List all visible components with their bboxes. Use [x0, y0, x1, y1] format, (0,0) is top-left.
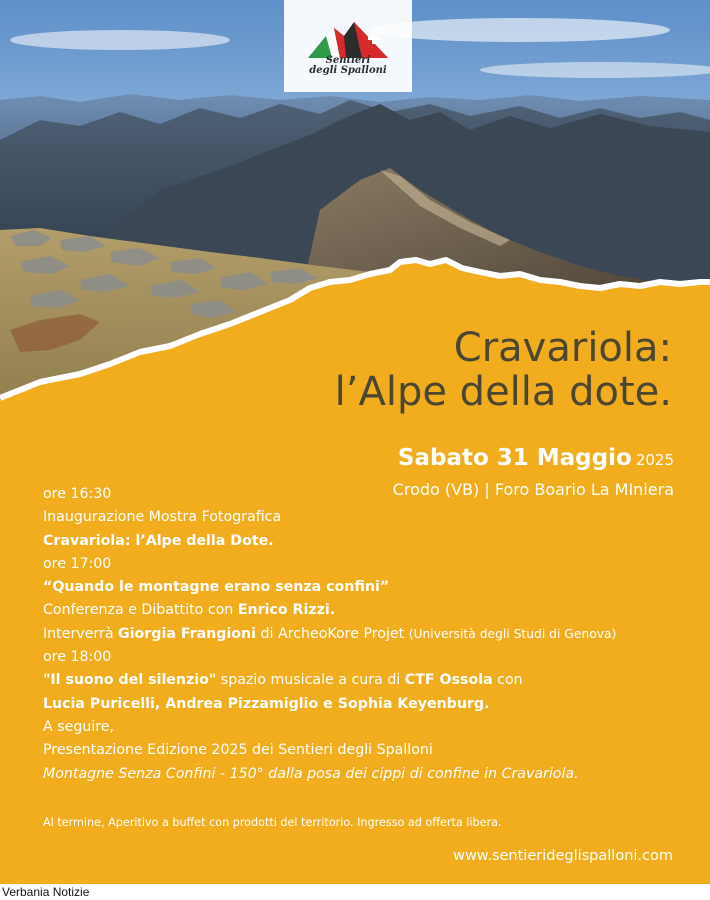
logo-line-2: degli Spalloni	[309, 65, 387, 76]
program-line: Cravariola: l’Alpe della Dote.	[43, 532, 274, 549]
logo-line-1: Sentieri	[325, 55, 371, 66]
performer-name: CTF Ossola	[404, 672, 493, 689]
program-line: con	[492, 672, 523, 689]
website-link[interactable]: www.sentierideglispalloni.com	[453, 848, 673, 864]
event-date	[398, 445, 674, 471]
date-year: 2025	[635, 451, 674, 469]
title-line-1: Cravariola:	[453, 325, 672, 371]
program-line: Presentazione Edizione 2025 dei Sentieri degli Spalloni	[43, 742, 433, 759]
logo-text	[284, 56, 412, 76]
program-line: Montagne Senza Confini - 150° dalla posa dei cippi di confine in Cravariola.	[43, 765, 579, 782]
program-line: spazio musicale a cura di	[216, 672, 405, 689]
footer-note: Al termine, Aperitivo a buffet con prodotti del territorio. Ingresso ad offerta libera.	[43, 816, 502, 829]
speaker-name: Giorgia Frangioni	[118, 625, 257, 642]
program-line: Interverrà	[43, 625, 119, 642]
program	[43, 483, 683, 786]
program-line: A seguire,	[43, 718, 115, 735]
logo	[284, 0, 412, 92]
program-line: "Il suono del silenzio"	[43, 672, 217, 689]
date-main: Sabato 31 Maggio	[397, 445, 632, 471]
performer-names: Lucia Puricelli, Andrea Pizzamiglio e Sophia Keyenburg.	[43, 695, 490, 712]
event-venue: Crodo (VB) | Foro Boario La MIniera	[392, 480, 674, 499]
program-line: Inaugurazione Mostra Fotografica	[43, 509, 282, 526]
source-credit: Verbania Notizie	[2, 885, 90, 899]
program-time-1: ore 16:30	[43, 486, 112, 502]
program-line: “Quando le montagne erano senza confini”	[43, 579, 390, 596]
program-time-2: ore 17:00	[43, 555, 112, 572]
speaker-name: Enrico Rizzi.	[237, 602, 336, 619]
program-time-3: ore 18:00	[43, 649, 112, 666]
program-line: Conferenza e Dibattito con	[43, 602, 238, 619]
program-line: di ArcheoKore Projet	[256, 625, 409, 642]
title-line-2: l’Alpe della dote.	[334, 369, 672, 415]
event-title	[335, 326, 672, 414]
affiliation: (Università degli Studi di Genova)	[408, 626, 617, 641]
